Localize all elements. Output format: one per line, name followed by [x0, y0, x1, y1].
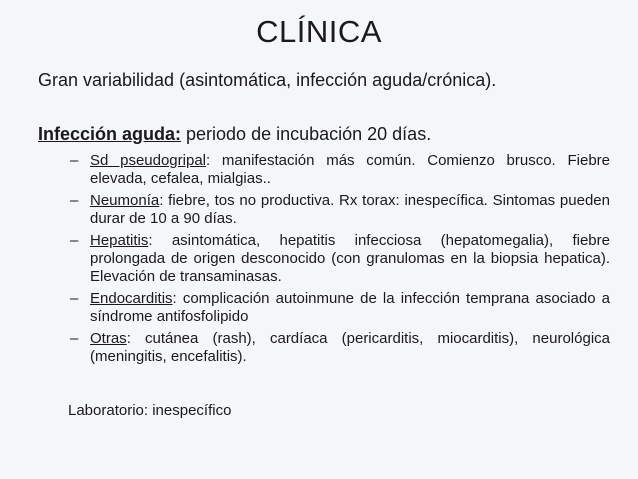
- bullet-term: Sd pseudogripal: [90, 152, 206, 169]
- bullet-term: Endocarditis: [90, 290, 173, 307]
- list-item: [70, 152, 610, 188]
- dash-bullet: –: [70, 152, 79, 169]
- list-item: [70, 232, 610, 286]
- bullet-text: : cutánea (rash), cardíaca (pericarditis, miocarditis), neurológica (meningitis, encefalitis).: [90, 330, 610, 365]
- bullet-text: : fiebre, tos no productiva. Rx torax: inespecífica. Sintomas pueden durar de 10 a 90 días.: [90, 192, 610, 227]
- bullet-term: Hepatitis: [90, 232, 149, 249]
- acute-infection-line: [38, 124, 618, 145]
- acute-infection-text: periodo de incubación 20 días.: [181, 124, 432, 144]
- intro-text: Gran variabilidad (asintomática, infección aguda/crónica).: [38, 70, 497, 90]
- dash-bullet: –: [70, 290, 79, 307]
- dash-bullet: –: [70, 232, 79, 249]
- list-item: [70, 330, 610, 366]
- slide-title: CLÍNICA: [256, 14, 382, 49]
- bullet-term: Neumonía: [90, 192, 160, 209]
- dash-bullet: –: [70, 192, 79, 209]
- symptom-list: [70, 152, 610, 370]
- bullet-text: : manifestación más común. Comienzo brusco. Fiebre elevada, cefalea, mialgias..: [90, 152, 610, 187]
- dash-bullet: –: [70, 330, 79, 347]
- list-item: [70, 290, 610, 326]
- laboratory-note: Laboratorio: inespecífico: [68, 402, 232, 419]
- list-item: [70, 192, 610, 228]
- bullet-text: : asintomática, hepatitis infecciosa (hepatomegalia), fiebre prolongada de origen desconocido (con granulomas en la biopsia hepatica). Elevación de transaminasas.: [90, 232, 610, 285]
- bullet-term: Otras: [90, 330, 127, 347]
- acute-infection-label: Infección aguda:: [38, 124, 182, 144]
- bullet-text: : complicación autoinmune de la infección temprana asociado a síndrome antifosfolipido: [90, 290, 610, 325]
